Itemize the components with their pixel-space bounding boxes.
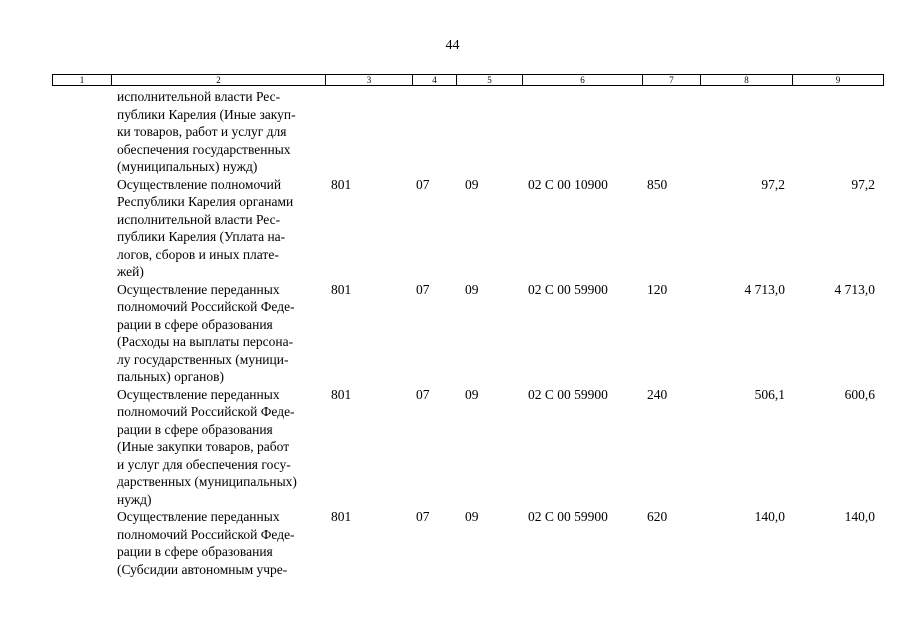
ministry-code-cell: 801 (331, 176, 352, 192)
expense-name-line: рации в сфере образования (117, 316, 273, 332)
ministry-code-cell: 801 (331, 281, 352, 297)
expense-name-line: исполнительной власти Рес- (117, 89, 281, 104)
section-code-cell: 07 (416, 281, 430, 297)
subsection-code-cell (456, 88, 522, 176)
section-code-cell: 07 (416, 176, 430, 192)
target-article-cell: 02 С 00 10900 (528, 176, 608, 192)
subsection-code-cell: 09 (465, 176, 479, 192)
row-index-cell (52, 176, 111, 281)
expense-name-line: исполнительной власти Рес- (117, 211, 281, 227)
expense-type-cell (642, 88, 700, 176)
expense-name-line: полномочий Российской Феде- (117, 299, 295, 314)
subsection-code-cell: 09 (465, 281, 479, 297)
expense-name-line: Осуществление переданных (117, 509, 280, 524)
expense-name-line: Осуществление переданных (117, 386, 280, 402)
subsection-code-cell: 09 (465, 509, 479, 524)
row-index-cell (52, 508, 111, 578)
row-index-cell (52, 281, 111, 386)
amount-1-cell (700, 88, 792, 176)
section-code-cell: 07 (416, 509, 430, 524)
expense-type-cell: 620 (647, 509, 668, 524)
expense-name-line: Осуществление полномочий (117, 176, 282, 192)
target-article-cell (522, 88, 642, 176)
table-row (52, 281, 882, 386)
header-col-8: 8 (701, 75, 793, 85)
target-article-cell: 02 С 00 59900 (528, 509, 608, 524)
expense-type-cell: 240 (647, 386, 668, 402)
header-col-3: 3 (326, 75, 413, 85)
expense-type-cell: 850 (647, 176, 668, 192)
amount-1-cell: 4 713,0 (744, 281, 785, 297)
expense-type-cell: 120 (647, 281, 668, 297)
section-code-cell: 07 (416, 386, 430, 402)
column-number-header (52, 74, 884, 86)
header-col-1: 1 (53, 75, 112, 85)
table-row (52, 386, 882, 509)
header-col-5: 5 (457, 75, 523, 85)
row-index-cell (52, 88, 111, 176)
expense-name-line: жей) (117, 264, 144, 279)
expense-name-line: ки товаров, работ и услуг для (117, 124, 287, 139)
ministry-code-cell: 801 (331, 386, 352, 402)
expense-name-line: публики Карелия (Иные закуп- (117, 106, 296, 122)
ministry-code-cell (325, 88, 412, 176)
expense-name-line: полномочий Российской Феде- (117, 404, 295, 419)
header-col-9: 9 (835, 75, 841, 85)
expense-name-cell (111, 176, 325, 281)
table-row (52, 508, 882, 578)
expense-name-line: публики Карелия (Уплата на- (117, 229, 286, 244)
expense-name-line: (муниципальных) нужд) (117, 159, 258, 174)
expense-name-line: нужд) (117, 491, 152, 507)
expense-name-line: обеспечения государственных (117, 141, 291, 157)
row-index-cell (52, 386, 111, 509)
expense-name-line: Осуществление переданных (117, 281, 280, 297)
expense-name-line: дарственных (муниципальных) (117, 474, 297, 489)
expense-name-line: (Субсидии автономным учре- (117, 561, 288, 577)
header-col-2: 2 (112, 75, 326, 85)
ministry-code-cell: 801 (331, 509, 352, 524)
header-col-7: 7 (643, 75, 701, 85)
expense-name-line: рации в сфере образования (117, 544, 273, 559)
subsection-code-cell: 09 (465, 386, 479, 402)
target-article-cell: 02 С 00 59900 (528, 386, 608, 402)
header-col-4: 4 (413, 75, 457, 85)
expense-name-line: пальных) органов) (117, 369, 225, 384)
expense-name-line: и услуг для обеспечения госу- (117, 456, 291, 472)
target-article-cell: 02 С 00 59900 (528, 281, 608, 297)
section-code-cell (412, 88, 456, 176)
amount-2-cell: 140,0 (844, 509, 875, 524)
expense-name-line: полномочий Российской Феде- (117, 526, 295, 542)
page-number: 44 (445, 38, 460, 53)
expense-name-cell (111, 281, 325, 386)
expense-name-line: логов, сборов и иных плате- (117, 246, 279, 262)
table-row (52, 176, 882, 281)
expense-name-cell (111, 386, 325, 509)
expense-name-cell (111, 508, 325, 578)
expense-name-line: (Расходы на выплаты персона- (117, 334, 294, 349)
header-col-6: 6 (523, 75, 643, 85)
expense-name-line: рации в сфере образования (117, 421, 273, 437)
amount-2-cell: 97,2 (851, 176, 875, 192)
amount-2-cell: 4 713,0 (834, 281, 875, 297)
expense-name-line: (Иные закупки товаров, работ (117, 439, 290, 454)
expense-name-cell (111, 88, 325, 176)
amount-2-cell: 600,6 (844, 386, 875, 402)
expense-name-line: Республики Карелия органами (117, 194, 294, 209)
amount-1-cell: 97,2 (761, 176, 785, 192)
amount-2-cell (792, 88, 882, 176)
amount-1-cell: 506,1 (754, 386, 785, 402)
budget-table-body (52, 88, 882, 578)
expense-name-line: лу государственных (муници- (117, 351, 289, 367)
amount-1-cell: 140,0 (754, 509, 785, 524)
table-row (52, 88, 882, 176)
